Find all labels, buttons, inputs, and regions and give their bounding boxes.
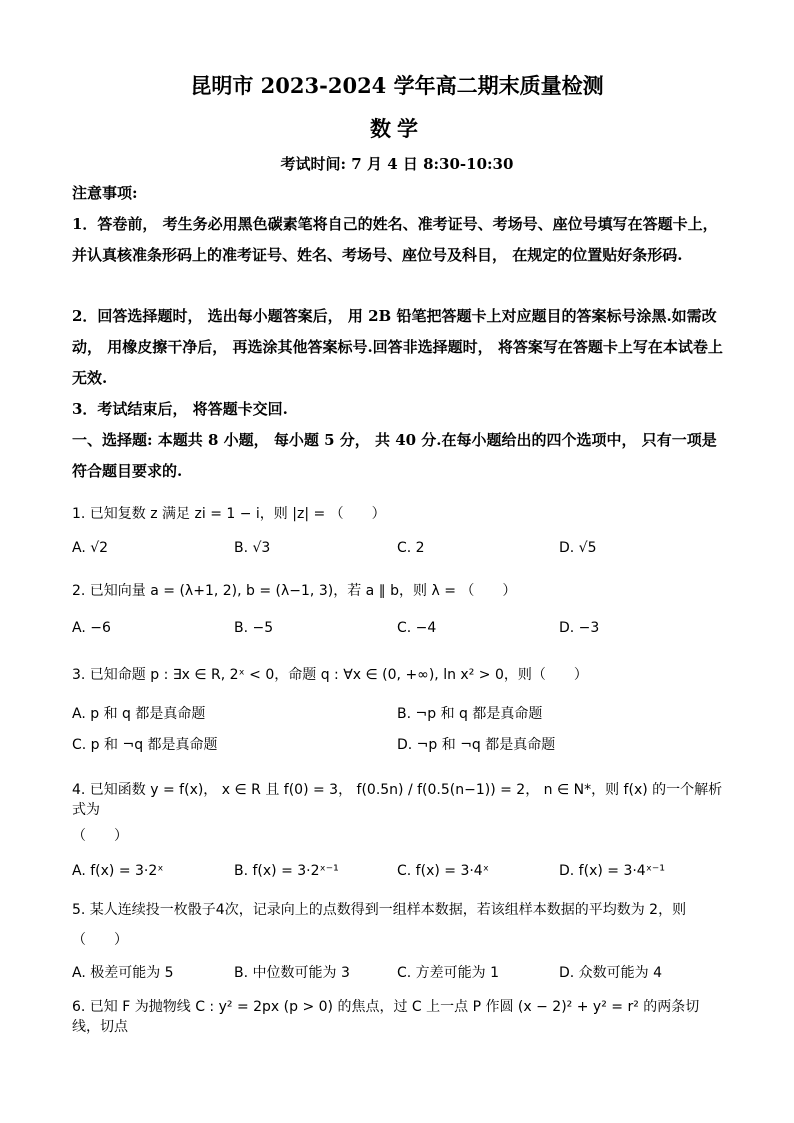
section-heading: 一、选择题: 本题共 8 小题， 每小题 5 分， 共 40 分.在每小题给出的四个选项中， 只有一项是符合题目要求的. <box>72 431 717 480</box>
question-1-option-c: C. 2 <box>397 540 425 556</box>
question-1-option-b: B. √3 <box>234 540 271 556</box>
notice-item-1: 1．答卷前， 考生务必用黑色碳素笔将自己的姓名、准考证号、考场号、座位号填写在答题卡上， 并认真核准条形码上的准考证号、姓名、考场号、座位号及科目， 在规定的位置贴好条形码. <box>72 215 718 264</box>
exam-time: 考试时间: 7 月 4 日 8:30-10:30 <box>280 155 514 173</box>
question-4-stem: 4. 已知函数 y = f(x)， x ∈ R 且 f(0) = 3， f(0.5n) / f(0.5(n−1)) = 2， n ∈ N*，则 f(x) 的一个解析式为 <box>72 782 723 818</box>
question-2-option-a: A. −6 <box>72 620 111 636</box>
question-2-option-c: C. −4 <box>397 620 437 636</box>
question-5-option-d: D. 众数可能为 4 <box>559 965 663 981</box>
notice-heading: 注意事项: <box>72 184 138 202</box>
subject-title: 数学 <box>370 116 424 141</box>
exam-title: 昆明市 2023-2024 学年高二期末质量检测 <box>190 73 604 98</box>
question-3-option-d: D. ¬p 和 ¬q 都是真命题 <box>397 737 556 753</box>
question-6-stem: 6. 已知 F 为抛物线 C : y² = 2px (p > 0) 的焦点，过 C 上一点 P 作圆 (x − 2)² + y² = r² 的两条切线，切点 <box>72 999 700 1035</box>
question-5-stem-continued: （ ） <box>72 932 128 948</box>
question-1-option-d: D. √5 <box>559 540 597 556</box>
question-2-option-b: B. −5 <box>234 620 274 636</box>
question-1-option-a: A. √2 <box>72 540 109 556</box>
question-2-option-d: D. −3 <box>559 620 600 636</box>
question-2-stem: 2. 已知向量 a = (λ+1, 2), b = (λ−1, 3)，若 a ∥ b，则 λ = （ ） <box>72 583 517 599</box>
notice-item-3: 3．考试结束后， 将答题卡交回. <box>72 400 288 418</box>
question-4-option-d: D. f(x) = 3·4ˣ⁻¹ <box>559 863 665 879</box>
question-5-option-a: A. 极差可能为 5 <box>72 965 174 981</box>
question-5-option-b: B. 中位数可能为 3 <box>234 965 350 981</box>
question-4-stem-continued: （ ） <box>72 828 128 844</box>
question-4-option-b: B. f(x) = 3·2ˣ⁻¹ <box>234 863 339 879</box>
question-3-option-c: C. p 和 ¬q 都是真命题 <box>72 737 218 753</box>
question-3-option-b: B. ¬p 和 q 都是真命题 <box>397 706 543 722</box>
question-1-stem: 1. 已知复数 z 满足 zi = 1 − i，则 |z| = （ ） <box>72 506 386 522</box>
question-4-option-a: A. f(x) = 3·2ˣ <box>72 863 164 879</box>
question-5-stem: 5. 某人连续投一枚骰子4次，记录向上的点数得到一组样本数据，若该组样本数据的平均数为 2，则 <box>72 902 687 918</box>
notice-item-2: 2．回答选择题时， 选出每小题答案后， 用 2B 铅笔把答题卡上对应题目的答案标号涂黑.如需改动， 用橡皮擦干净后， 再选涂其他答案标号.回答非选择题时， 将答案写在答题卡上写在本试卷上无效. <box>72 307 723 387</box>
question-4-option-c: C. f(x) = 3·4ˣ <box>397 863 489 879</box>
question-3-option-a: A. p 和 q 都是真命题 <box>72 706 206 722</box>
question-3-stem: 3. 已知命题 p : ∃x ∈ R, 2ˣ < 0，命题 q : ∀x ∈ (0, +∞), ln x² > 0，则（ ） <box>72 667 588 683</box>
question-5-option-c: C. 方差可能为 1 <box>397 965 500 981</box>
